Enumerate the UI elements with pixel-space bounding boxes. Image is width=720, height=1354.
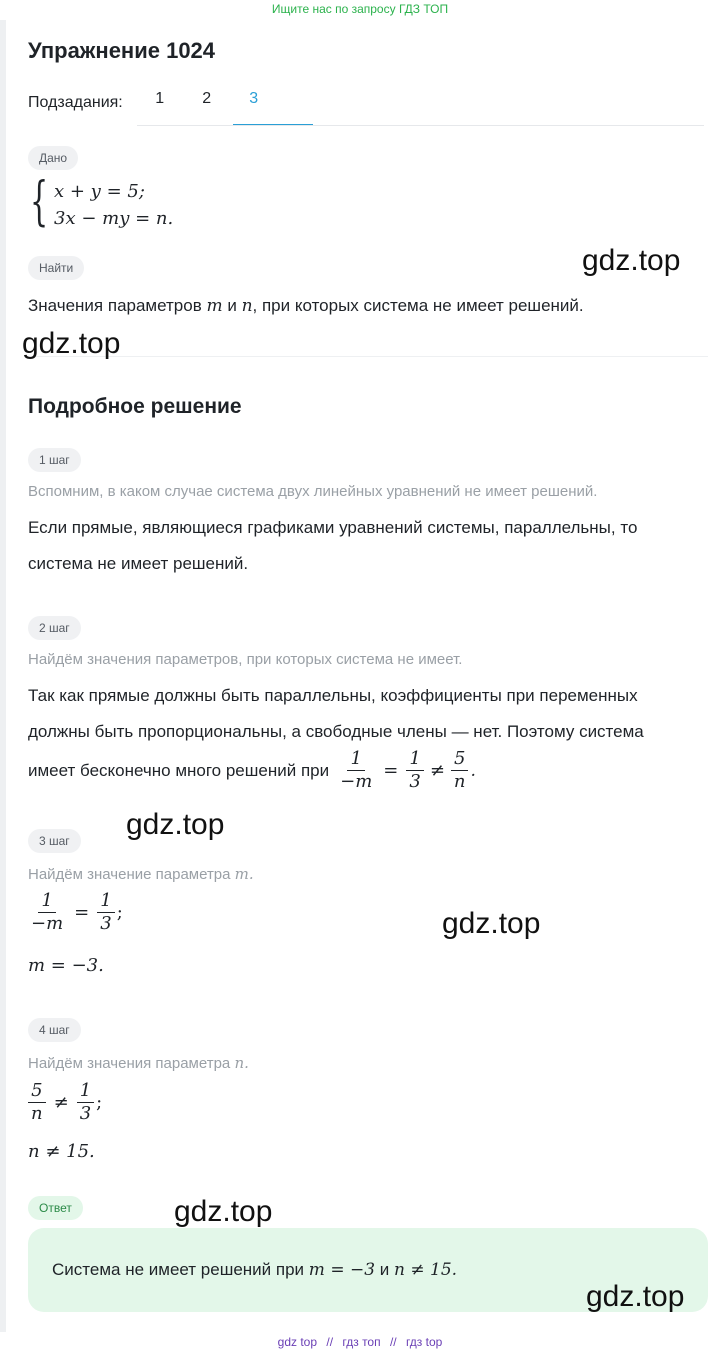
answer-and: и	[379, 1260, 390, 1279]
step-2-hint: Найдём значения параметров, при которых система не имеет.	[28, 651, 463, 668]
step-2-line-3	[28, 748, 476, 793]
step-4-pill: 4 шаг	[28, 1018, 81, 1042]
exercise-title: Упражнение 1024	[28, 38, 216, 63]
step-3-f2-num: 1	[97, 890, 114, 913]
system-equation-2: 3x − my = n.	[54, 208, 174, 229]
system-brace: {	[30, 172, 49, 232]
footer-links	[0, 1335, 720, 1349]
step-2-f3-den: n	[453, 771, 466, 792]
subtask-tabs	[137, 90, 278, 116]
answer-n-expr: n ≠ 15.	[394, 1260, 458, 1280]
step-3-fraction-1	[28, 890, 66, 935]
watermark: gdz.top	[586, 1280, 685, 1313]
find-pill: Найти	[28, 256, 84, 280]
find-and: и	[227, 296, 237, 315]
section-divider	[28, 356, 708, 357]
watermark: gdz.top	[582, 244, 681, 277]
answer-text-1: Система не имеет решений при	[52, 1260, 305, 1279]
subtask-tab-2[interactable]: 2	[202, 90, 212, 107]
answer-pill: Ответ	[28, 1196, 83, 1220]
find-text	[28, 288, 584, 324]
step-4-hint-text: Найдём значения параметра	[28, 1055, 231, 1072]
step-2-pill: 2 шаг	[28, 616, 81, 640]
step-4-f1-den: n	[31, 1103, 43, 1124]
find-text-before: Значения параметров	[28, 296, 202, 315]
step-4-semicolon: ;	[96, 1092, 103, 1113]
answer-text	[52, 1254, 457, 1286]
step-4-equation	[28, 1080, 102, 1125]
step-3-eq: =	[74, 902, 90, 923]
find-var-n: n	[241, 296, 253, 316]
subtask-tab-1[interactable]: 1	[155, 90, 165, 107]
system-equation-1: x + y = 5;	[54, 181, 145, 202]
step-1-hint: Вспомним, в каком случае система двух линейных уравнений не имеет решений.	[28, 483, 598, 500]
step-3-hint-text: Найдём значение параметра	[28, 866, 231, 883]
find-text-after: , при которых система не имеет решений.	[252, 296, 584, 315]
solution-title: Подробное решение	[28, 395, 242, 418]
step-1-line-1: Если прямые, являющиеся графиками уравнений системы, параллельны, то	[28, 518, 638, 537]
step-4-f2-num: 1	[77, 1080, 94, 1103]
step-2-f1-num: 1	[347, 748, 364, 771]
step-4-f2-den: 3	[79, 1103, 92, 1124]
watermark: gdz.top	[174, 1195, 273, 1228]
answer-m-expr: m = −3	[308, 1260, 376, 1280]
step-1-pill: 1 шаг	[28, 448, 81, 472]
subtask-tab-3[interactable]: 3	[231, 90, 277, 116]
step-1-line-2: система не имеет решений.	[28, 554, 249, 573]
step-3-pill: 3 шаг	[28, 829, 81, 853]
equation-system	[30, 172, 174, 234]
step-3-f2-den: 3	[100, 913, 112, 934]
footer-separator: //	[326, 1335, 334, 1349]
footer-link-2[interactable]: гдз топ	[342, 1335, 381, 1349]
step-4-neq: ≠	[53, 1092, 69, 1113]
step-2-line-1: Так как прямые должны быть параллельны, коэффициенты при переменных	[28, 686, 638, 705]
find-var-m: m	[206, 296, 223, 316]
step-2-f2-num: 1	[406, 748, 423, 771]
search-banner[interactable]: Ищите нас по запросу ГДЗ ТОП	[271, 2, 449, 16]
step-4-f1-num: 5	[28, 1080, 45, 1103]
step-4-result: n ≠ 15.	[28, 1141, 95, 1162]
step-2-f2-den: 3	[409, 771, 421, 792]
step-3-fraction-2	[97, 890, 114, 935]
step-3-equation	[28, 890, 123, 935]
step-3-result: m = −3.	[28, 955, 104, 976]
step-2-eq: =	[383, 759, 399, 781]
footer-separator: //	[389, 1335, 397, 1349]
step-2-neq: ≠	[429, 759, 445, 781]
step-2-f1-den: −m	[340, 771, 373, 792]
watermark: gdz.top	[22, 327, 121, 360]
step-2-line-2: должны быть пропорциональны, а свободные члены — нет. Поэтому система	[28, 722, 644, 741]
watermark: gdz.top	[442, 907, 541, 940]
step-2-fraction-1	[337, 748, 375, 793]
footer-link-1[interactable]: gdz top	[277, 1335, 318, 1349]
step-4-hint-var: n.	[234, 1054, 249, 1072]
step-2-end: .	[470, 760, 476, 781]
step-3-f1-den: −m	[31, 913, 64, 934]
step-3-semicolon: ;	[116, 902, 123, 923]
step-2-line-3-text: имеет бесконечно много решений при	[28, 760, 330, 780]
given-pill: Дано	[28, 146, 78, 170]
step-4-hint	[28, 1054, 249, 1072]
step-3-f1-num: 1	[38, 890, 55, 913]
step-4-fraction-1	[28, 1080, 46, 1125]
subtasks-label: Подзадания:	[28, 94, 123, 111]
step-4-fraction-2	[77, 1080, 94, 1125]
step-3-hint	[28, 865, 254, 883]
step-2-fraction-2	[406, 748, 423, 793]
subtasks-nav	[28, 90, 278, 116]
step-3-hint-var: m.	[234, 865, 254, 883]
step-2-fraction-3	[451, 748, 469, 793]
footer-link-3[interactable]: гдз top	[405, 1335, 443, 1349]
watermark: gdz.top	[126, 808, 225, 841]
step-2-f3-num: 5	[451, 748, 468, 771]
